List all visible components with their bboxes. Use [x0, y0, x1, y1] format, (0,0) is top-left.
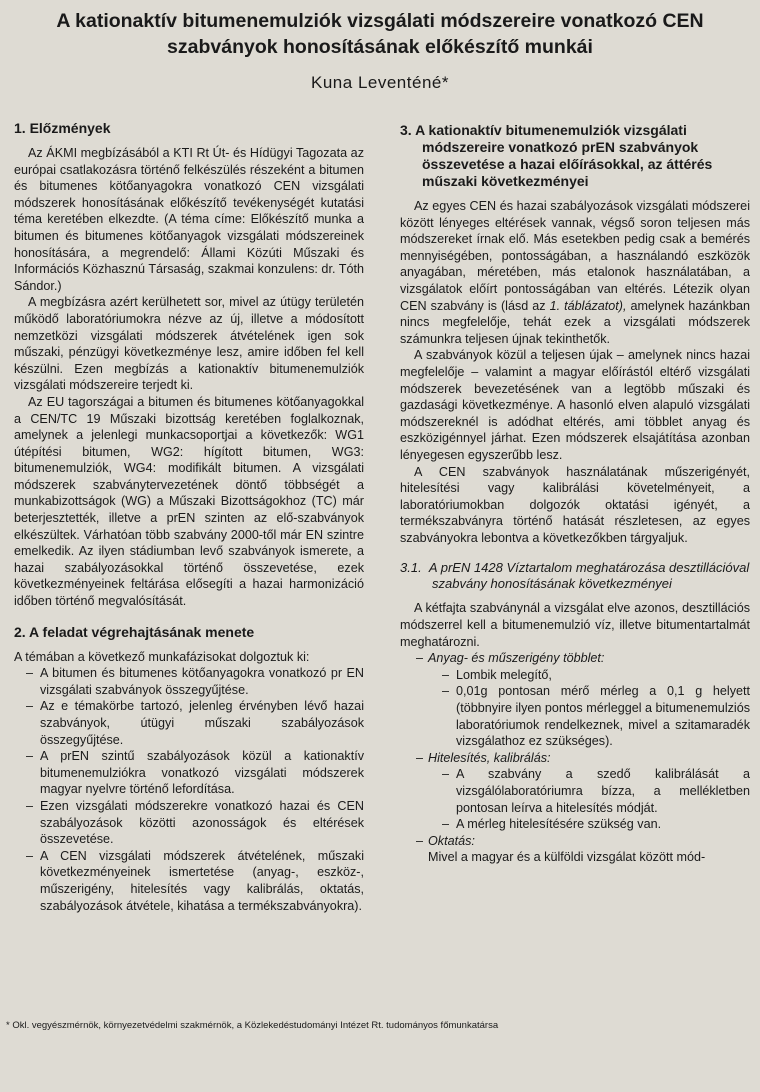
section-3-paragraph-1 — [400, 198, 750, 347]
subsection-3-1-paragraph: A kétfajta szabványnál a vizsgálat elve azonos, desztillációs módszerrel kell a bitumenemulzió víz, illetve bitumentartalmát meghatározni. — [400, 601, 750, 649]
list-item: – 0,01g pontosan mérő mérleg a 0,1 g helyett (többnyire ilyen pontos mérleggel a bitumenemulziós laboratóriumok rendelkeznek, mivel a szitamaradék vizsgálathoz ez szükséges). — [442, 683, 750, 749]
group-label: – Oktatás: — [428, 834, 475, 848]
section-3-heading — [400, 122, 750, 190]
subsection-title: A prEN 1428 Víztartalom meghatározása desztillációval szabvány honosításának következményei — [428, 560, 750, 592]
section-3-paragraph-3: A CEN szabványok használatának műszerigényét, hitelesítési vagy kalibrálási követelményeit, a laboratóriumokban dolgozók oktatási igényét, a termékszabványra történő hatását részletesen, az egyes szabványokra lebontva a következőkben tárgyaljuk. — [400, 464, 750, 545]
list-item — [418, 750, 750, 833]
left-column — [14, 120, 364, 914]
section-1-paragraph-3: Az EU tagországai a bitumen és bitumenes kötőanyagokkal a CEN/TC 19 Műszaki bizottság keretében foglalkoznak, amelynek a jelenlegi munkacsoportjai a következők: WG1 útépítési bitumen, WG2: hígított bitumen, WG3: bitumenemulziók, WG4: modifikált bitumen. A vizsgálati módszerek szabványtervezetének döntő többségét a munkabizottságok (WG) a Műszaki Bizottságokhoz (TC) már beterjesztették, illetve a prEN szinten az elő-szabványok elkészültek. Várhatóan több szabvány 2000-től már EN szintre emelkedik. Az ilyen stádiumban levő szabványok ismerete, a hazai szabályozásokkal történő összevetése, ezek következményeinek feltárása elősegíti a hazai harmonizáció időben történő megvalósítását. — [14, 394, 364, 609]
footnote: * Okl. vegyészmérnök, környezetvédelmi szakmérnök, a Közlekedéstudományi Intézet Rt. tudományos főmunkatársa — [6, 1020, 499, 1031]
paragraph-text: Mivel a magyar és a külföldi vizsgálat között mód- — [428, 850, 706, 865]
group-label: – Anyag- és műszerigény többlet: — [428, 651, 604, 665]
list-item: – A prEN szintű szabályozások közül a kationaktív bitumenemulziókra vonatkozó vizsgálati módszerek magyar nyelvre történő lefordítása. — [14, 748, 364, 798]
section-3-paragraph-2: A szabványok közül a teljesen újak – amelynek nincs hazai megfelelője – valamint a magyar előírástól eltérő vizsgálati módszerek bevezetésének van a legtöbb műszaki és gazdasági következménye. A hasonló elven alapuló vizsgálati módszereknél is adódhat eltérés, ami többlet anyag és eszközigénnyel járhat. Ezen módszerek elsajátítása azonban lényegesen egyszerűbb lesz. — [400, 348, 750, 462]
section-1-heading: 1. Előzmények — [14, 120, 111, 136]
list-item: – A CEN vizsgálati módszerek átvételének, műszaki következményeinek ismertetése (anyag-, eszköz-, műszerigény, hitelesítés vagy kalibrálás, oktatás, szabályozások átvétele, kihatása a termékszabványokra). — [14, 848, 364, 914]
consequence-list — [400, 650, 750, 866]
work-phase-list — [14, 665, 364, 914]
list-item — [418, 833, 750, 866]
section-2-intro: A témában a következő munkafázisokat dolgoztuk ki: — [14, 649, 310, 664]
section-3-number: 3. — [400, 122, 412, 138]
group-label: – Hitelesítés, kalibrálás: — [428, 751, 551, 765]
list-item: – A bitumen és bitumenes kötőanyagokra vonatkozó pr EN vizsgálati szabványok összegyűjtése. — [14, 665, 364, 698]
section-1-paragraph-2: A megbízásra azért kerülhetett sor, mivel az útügy területén működő laboratóriumokra nézve az új, illetve a módosított nemzetközi vizsgálati módszerek átvételének igen sok műszaki, pénzügyi következménye lesz, amire időben fel kell készülni. Ezen megbízás a kationaktív bitumenemulziók vizsgálati módszereire terjedt ki. — [14, 295, 364, 393]
list-item: – Lombik melegítő, — [442, 667, 750, 684]
list-item — [418, 650, 750, 750]
section-3-title: A kationaktív bitumenemulziók vizsgálati módszereire vonatkozó prEN szabványok összevetése a hazai előírásokkal, az áttérés műszaki következményei — [415, 122, 713, 189]
paragraph-text: amelynek hazánkban nincs megfelelője, tehát ezek a vizsgálati módszerek számunkra teljesen újnak tekinthetők. — [400, 298, 751, 346]
list-item: – A szabvány a szedő kalibrálását a vizsgálólaboratóriumra bízza, a mellékletben pontosan leírva a hitelesítés módját. — [442, 766, 750, 816]
author-name: Kuna Leventéné* — [311, 73, 449, 92]
paragraph-text: Az egyes CEN és hazai szabályozások vizsgálati módszerei között lényeges eltérések vannak, végső soron teljesen más módszereket írnak elő. Más esetekben pedig csak a bemérés mennyiségében, pontosságában, a használandó eszközök anyagában, méretében, más etalonok használatában, a vizsgálatok előírt pontosságában van eltérés. Létezik olyan CEN szabvány is (lásd az — [400, 199, 750, 313]
subsection-3-1-heading — [400, 560, 750, 592]
right-column — [400, 122, 750, 866]
list-item: – A mérleg hitelesítésére szükség van. — [442, 816, 750, 833]
subsection-number: 3.1. — [400, 560, 422, 576]
table-reference: 1. táblázatot), — [549, 298, 627, 313]
list-item: – Ezen vizsgálati módszerekre vonatkozó hazai és CEN szabályozások közötti azonosságok és eltérések összevetése. — [14, 798, 364, 848]
article-title: A kationaktív bitumenemulziók vizsgálati módszereire vonatkozó CEN szabványok honosításának előkészítő munkái — [56, 10, 704, 58]
list-item: – Az e témakörbe tartozó, jelenleg érvényben lévő hazai szabványok, útügyi műszaki szabályozások összegyűjtése. — [14, 698, 364, 748]
section-1-paragraph-1: Az ÁKMI megbízásából a KTI Rt Út- és Hídügyi Tagozata az európai csatlakozásra történő felkészülés részeként a bitumen és bitumenes kötőanyagokra vonatkozó CEN vizsgálati módszerek honosításának előkészítő tevékenységét kutatási téma keretében elkezdte. (A téma címe: Előkészítő munka a bitumen és bitumenes kötőanyagok vizsgálati módszereinek honosítására, a megrendelő: Állami Közúti Műszaki és Információs Közhasznú Társaság, szakmai konzulens: dr. Tóth Sándor.) — [14, 146, 364, 293]
section-2-heading: 2. A feladat végrehajtásának menete — [14, 623, 255, 640]
